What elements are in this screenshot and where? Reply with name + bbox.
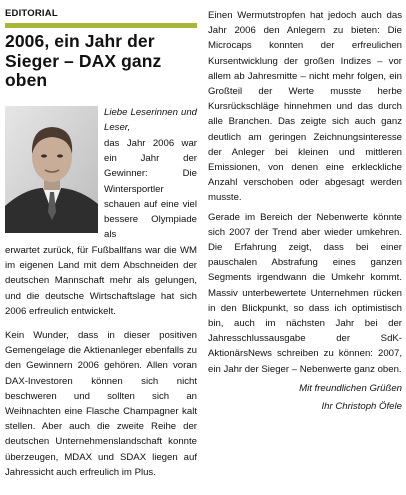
paragraph-left-2: Kein Wunder, dass in dieser positiven Gemengelage die Aktienanleger ebenfalls zu den Gewinnern 2006 gehören. Allen voran DAX-Investoren können sich nicht beschweren und sollten sich an Weihnachten eine Flasche Champagner kalt stellen. Aber auch die zweite Reihe der deutschen Unternehmenslandschaft konnte überzeugen, MDAX und SDAX liegen auf Jahressicht auch erfreulich im Plus. (5, 330, 197, 478)
left-column (5, 8, 197, 495)
intro-text-beside-photo: das Jahr 2006 war ein Jahr der Gewinner: Die Wintersportler schauen auf eine viel bessere Olympiade als (104, 138, 197, 241)
closing-line: Mit freundlichen Grüßen (299, 382, 402, 394)
greeting: Liebe Leserinnen und Leser, (104, 107, 197, 134)
headline: 2006, ein Jahr der Sieger – DAX ganz oben (5, 31, 162, 90)
paragraph-right-2: Gerade im Bereich der Nebenwerte könnte sich 2007 der Trend aber wieder umkehren. Die Erfahrung zeigt, dass bei einer pauschalen Abstrafung eines ganzen Segments irgendwann die Umkehr kommt. Massiv unterbewertete Unternehmen rücken in den Blickpunkt, so dass ich optimistisch bin, auch im nächsten Jahr bei der Jahresschlussausgabe der SdK-AktionärsNews schreiben zu können: 2007, ein Jahr der Sieger – Nebenwerte ganz oben. (208, 211, 402, 375)
section-rule (5, 23, 197, 28)
right-column (208, 8, 402, 495)
section-label: EDITORIAL (5, 8, 58, 19)
paragraph-right-1: Einen Wermutstropfen hat jedoch auch das Jahr 2006 den Anlegern zu bieten: Die Microcaps konnten der erfreulichen Kursentwicklung der großen Indizes – vor allem ab Jahresmitte – nicht mehr folgen, ein Großteil der Werte musste herbe Kursrückschläge hinnehmen und das durch alle Branchen. Das zeigte sich auch ganz deutlich am geringen Zeichnungsinteresse der Anleger bei kleinen und mittleren Emissionen, von denen eine erkleckliche Anzahl verschoben oder abgesagt werden musste. (208, 10, 402, 204)
signature: Ihr Christoph Öfele (321, 401, 402, 413)
author-portrait-icon (5, 106, 98, 233)
intro-text-continued: erwartet zurück, für Fußballfans war die WM im eigenen Land mit dem Abschneiden der deutschen Mannschaft mehr als gelungen, und die deutsche Wirtschaftslage hat sich 2006 erfreulich entwickelt. (5, 245, 197, 317)
author-photo (5, 106, 98, 233)
